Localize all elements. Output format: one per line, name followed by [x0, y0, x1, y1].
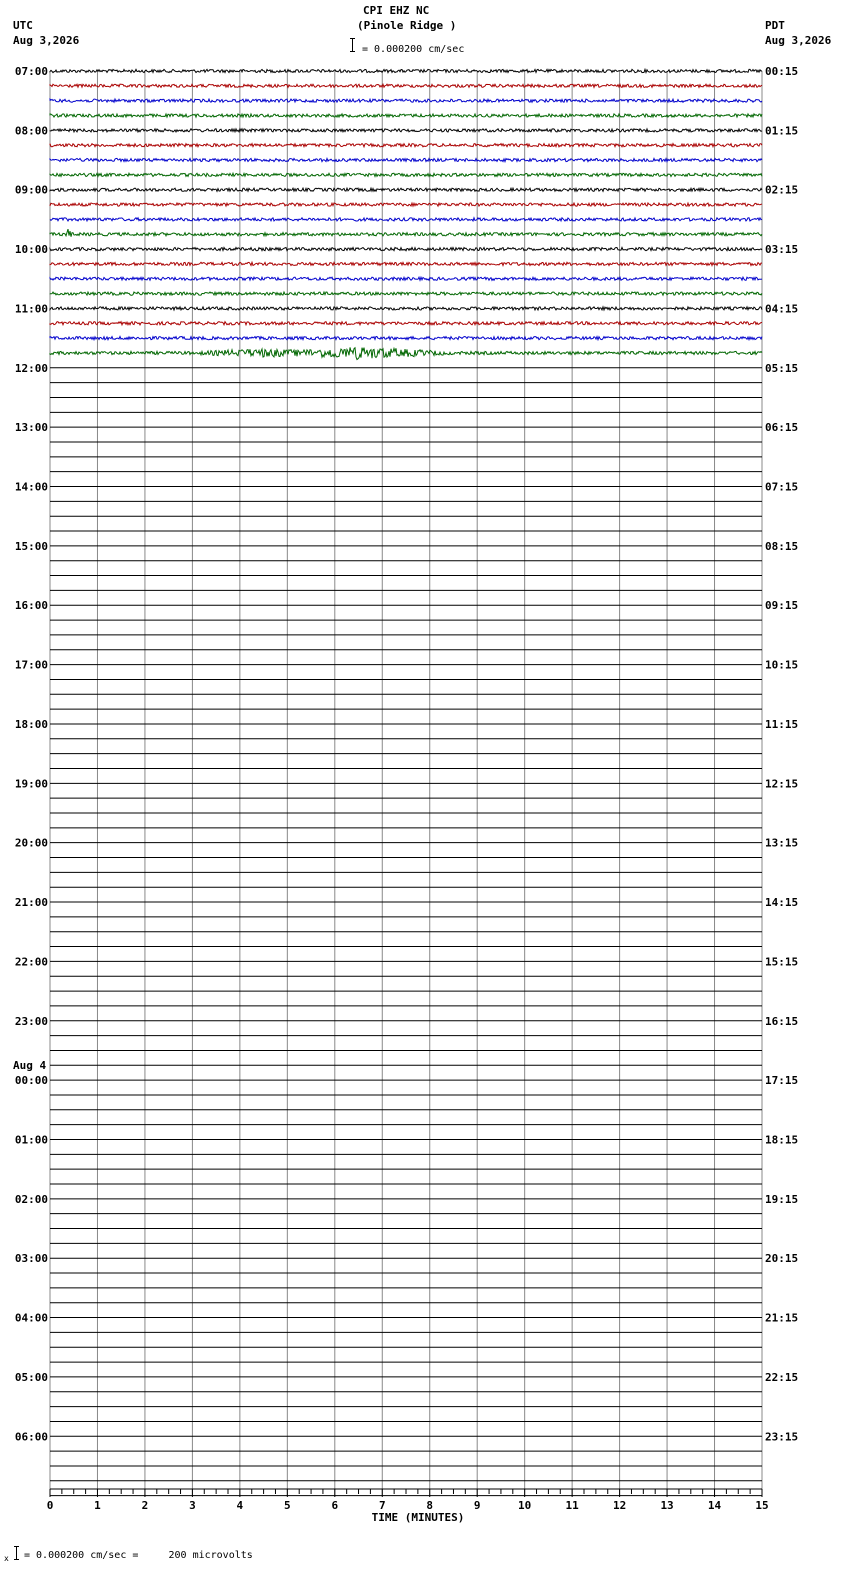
left-hour-label: 06:00	[14, 1430, 48, 1444]
right-timezone: PDT	[765, 19, 785, 32]
footer-scale-icon: x	[4, 1546, 20, 1562]
left-hour-label: 15:00	[14, 539, 48, 553]
right-hour-label: 10:15	[765, 658, 799, 672]
trace-line	[50, 69, 762, 72]
trace-line	[50, 99, 762, 102]
left-hour-label: 00:00	[14, 1074, 48, 1088]
right-hour-label: 06:15	[765, 421, 799, 435]
x-tick-label: 0	[46, 1499, 54, 1512]
left-hour-label: 23:00	[14, 1014, 48, 1028]
left-timezone: UTC	[13, 19, 33, 32]
right-hour-label: 21:15	[765, 1311, 799, 1325]
x-tick-label: 5	[284, 1499, 291, 1512]
right-hour-label: 15:15	[765, 955, 799, 969]
x-tick-label: 12	[612, 1499, 627, 1512]
trace-line	[50, 129, 762, 132]
x-axis	[47, 1489, 769, 1524]
trace-line	[50, 84, 762, 87]
left-hour-label: 18:00	[14, 717, 48, 731]
right-hour-label: 14:15	[765, 896, 799, 910]
x-axis-title: TIME (MINUTES)	[371, 1511, 465, 1524]
right-hour-label: 19:15	[765, 1192, 799, 1206]
trace-line	[50, 248, 762, 251]
trace-line	[50, 114, 762, 117]
left-hour-label: 13:00	[14, 421, 48, 435]
trace-line	[50, 144, 762, 147]
trace-line	[50, 173, 762, 176]
trace-line	[50, 158, 762, 161]
x-tick-label: 6	[331, 1499, 339, 1512]
x-tick-label: 14	[707, 1499, 722, 1512]
right-hour-label: 09:15	[765, 599, 799, 613]
footer-scale-note: = 0.000200 cm/sec = 200 microvolts	[24, 1550, 253, 1561]
left-hour-label: 05:00	[14, 1370, 48, 1384]
x-tick-label: 9	[473, 1499, 481, 1512]
right-hour-label: 03:15	[765, 243, 799, 257]
left-hour-label: 09:00	[14, 183, 48, 197]
trace-line	[50, 229, 762, 237]
left-hour-label: 17:00	[14, 658, 48, 672]
trace-line	[50, 203, 762, 206]
left-hour-label: 03:00	[14, 1252, 48, 1266]
left-hour-label: 21:00	[14, 896, 48, 910]
trace-line	[50, 262, 762, 265]
left-hour-label: 20:00	[14, 836, 48, 850]
right-hour-label: 23:15	[765, 1430, 799, 1444]
x-tick-label: 10	[518, 1499, 532, 1512]
left-hour-label: 10:00	[14, 243, 48, 257]
right-hour-label: 17:15	[765, 1074, 799, 1088]
right-hour-label: 08:15	[765, 539, 799, 553]
left-date-change-label: Aug 4	[13, 1059, 47, 1073]
right-hour-label: 05:15	[765, 361, 799, 375]
left-hour-label: 12:00	[14, 361, 48, 375]
trace-line	[50, 277, 762, 280]
trace-line	[50, 322, 762, 325]
right-hour-label: 04:15	[765, 302, 799, 316]
x-tick-label: 8	[426, 1499, 434, 1512]
x-tick-label: 3	[189, 1499, 196, 1512]
x-tick-label: 13	[660, 1499, 674, 1512]
x-tick-label: 2	[141, 1499, 149, 1512]
left-hour-label: 07:00	[14, 65, 48, 78]
left-hour-label: 11:00	[14, 302, 48, 316]
left-hour-label: 16:00	[14, 599, 48, 613]
scale-label: = 0.000200 cm/sec	[362, 44, 465, 55]
left-hour-label: 19:00	[14, 777, 48, 791]
right-hour-label: 00:15	[765, 65, 799, 78]
x-tick-label: 7	[378, 1499, 386, 1512]
right-hour-label: 16:15	[765, 1014, 799, 1028]
trace-line	[50, 347, 762, 359]
trace-line	[50, 218, 762, 221]
left-hour-label: 02:00	[14, 1192, 48, 1206]
left-hour-label: 22:00	[14, 955, 48, 969]
station-location: (Pinole Ridge )	[357, 19, 457, 32]
right-hour-label: 07:15	[765, 480, 799, 494]
left-hour-label: 08:00	[14, 124, 48, 138]
left-hour-label: 04:00	[14, 1311, 48, 1325]
x-tick-label: 11	[565, 1499, 579, 1512]
right-hour-label: 22:15	[765, 1370, 799, 1384]
right-date: Aug 3,2026	[765, 34, 832, 47]
right-hour-label: 20:15	[765, 1252, 799, 1266]
right-hour-label: 01:15	[765, 124, 799, 138]
x-tick-label: 1	[94, 1499, 101, 1512]
trace-line	[50, 337, 762, 340]
right-hour-label: 02:15	[765, 183, 799, 197]
left-hour-label: 14:00	[14, 480, 48, 494]
trace-layer	[50, 69, 762, 1480]
left-hour-label: 01:00	[14, 1133, 48, 1147]
right-hour-label: 12:15	[765, 777, 799, 791]
x-tick-label: 4	[236, 1499, 244, 1512]
trace-line	[50, 292, 762, 295]
right-hour-label: 13:15	[765, 836, 799, 850]
trace-line	[50, 307, 762, 310]
left-date: Aug 3,2026	[13, 34, 80, 47]
station-title: CPI EHZ NC	[363, 4, 430, 17]
right-hour-label: 18:15	[765, 1133, 799, 1147]
trace-line	[50, 188, 762, 191]
right-hour-label: 11:15	[765, 717, 799, 731]
x-tick-label: 15	[755, 1499, 769, 1512]
